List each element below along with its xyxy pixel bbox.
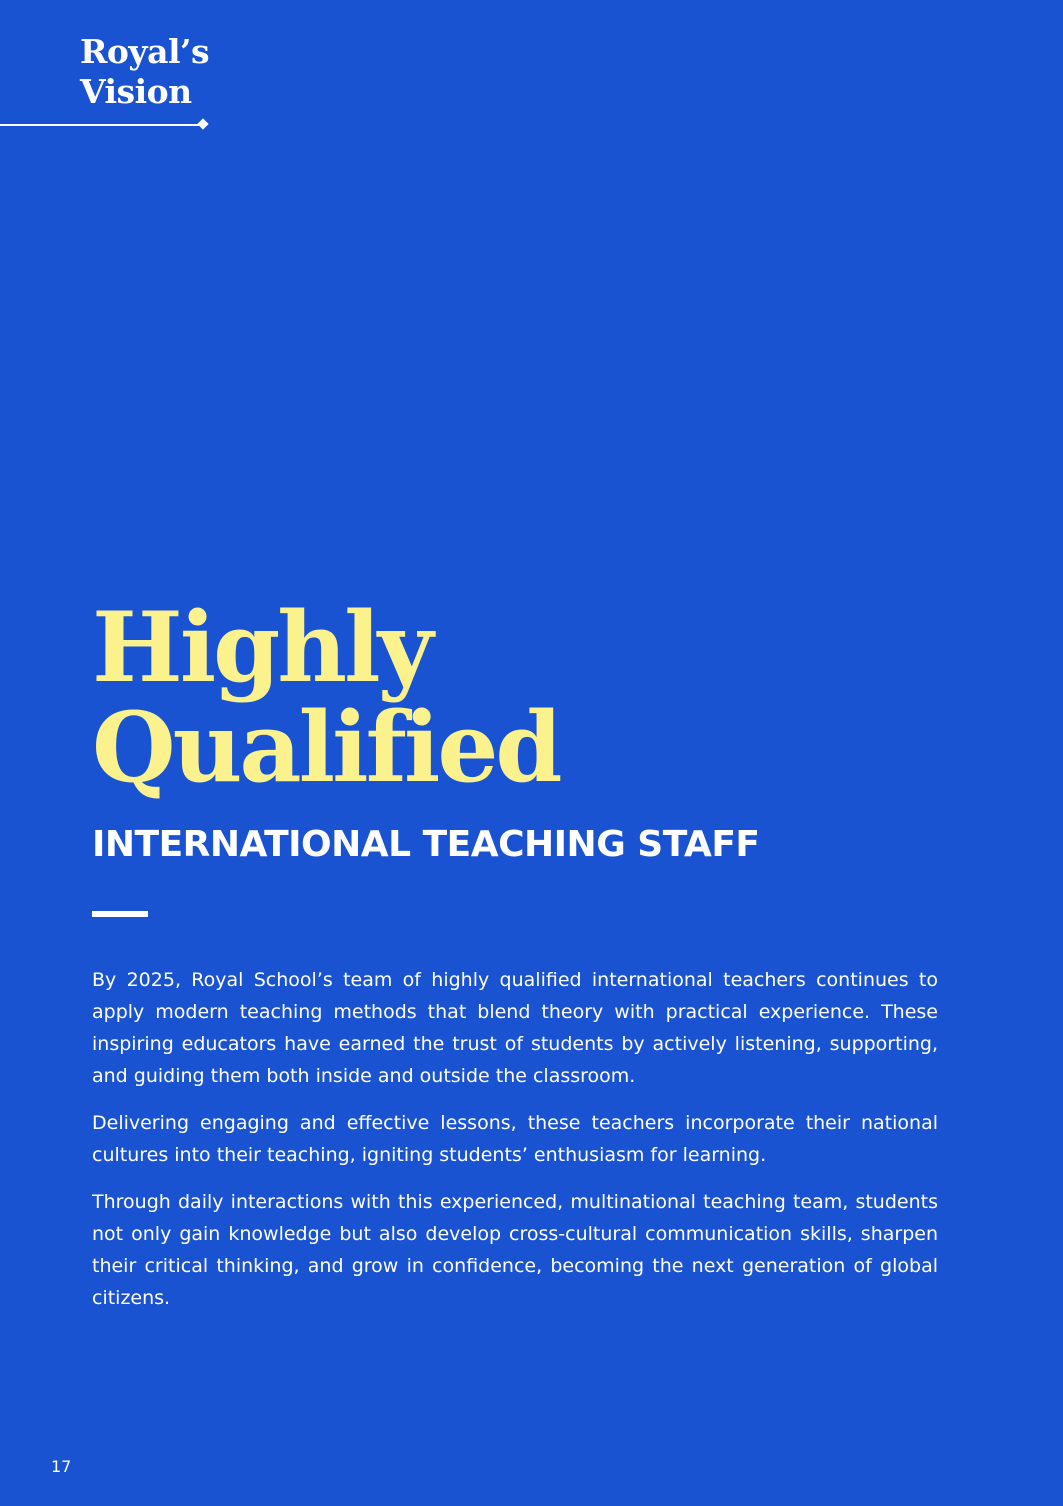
title-line-1: Highly: [92, 591, 431, 704]
paragraph-2: Delivering engaging and effective lessons, these teachers incorporate their national cultures into their teaching, igniting students’ enthusiasm for learning.: [92, 1112, 938, 1166]
brand-logo: [80, 32, 209, 112]
page-number: 17: [51, 1457, 72, 1476]
accent-divider: [92, 911, 148, 917]
body-copy: [92, 964, 938, 1329]
brand-line-1: Royal’s: [80, 32, 210, 71]
section-subheading: INTERNATIONAL TEACHING STAFF: [92, 824, 760, 865]
title-line-2: Qualified: [92, 691, 560, 804]
paragraph-3: Through daily interactions with this experienced, multinational teaching team, students not only gain knowledge but also develop cross-cultural communication skills, sharpen their critical thinking, and grow in confidence, becoming the next generation of global citizens.: [92, 1191, 938, 1309]
brand-divider-line: [0, 124, 200, 126]
diamond-icon: [197, 118, 208, 129]
paragraph-1: By 2025, Royal School’s team of highly qualified international teachers continues to apply modern teaching methods that blend theory with practical experience. These inspiring educators have earned the trust of students by actively listening, supporting, and guiding them both inside and outside the classroom.: [92, 969, 938, 1087]
brand-line-2: Vision: [80, 72, 192, 111]
page-title: [92, 591, 560, 804]
